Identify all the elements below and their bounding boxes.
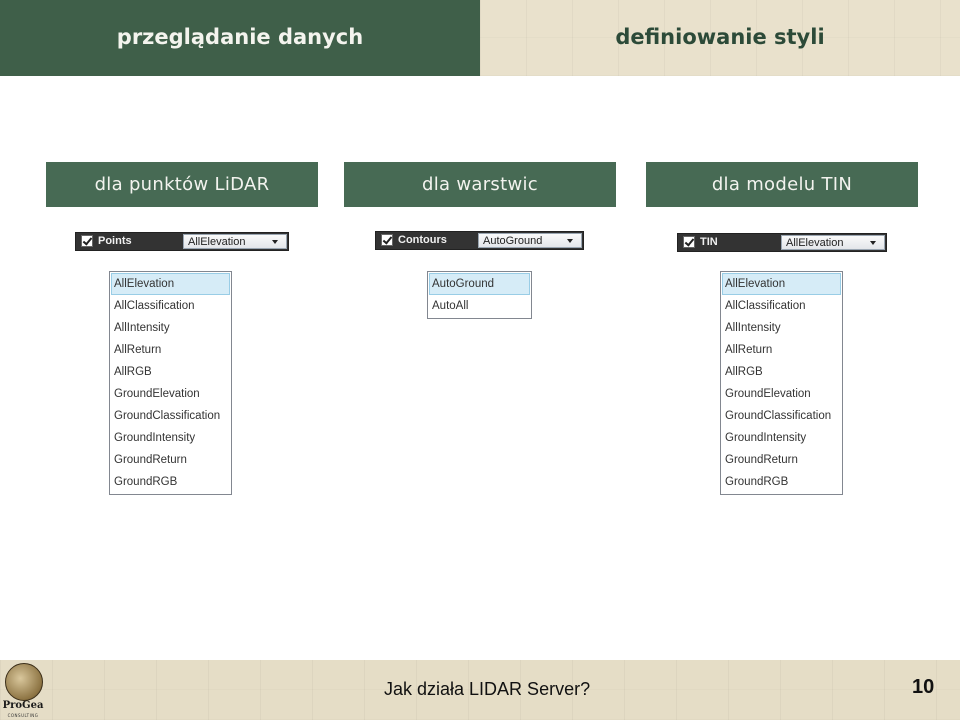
section-header-lidar-points: dla punktów LiDAR (46, 162, 318, 207)
list-item[interactable]: GroundClassification (725, 410, 832, 422)
tin-layer-checkbox[interactable] (683, 236, 695, 248)
tin-layer-toolbar (677, 233, 887, 252)
list-item[interactable]: AllRGB (114, 366, 152, 378)
contours-layer-label: Contours (398, 234, 447, 246)
list-item[interactable]: GroundReturn (114, 454, 187, 466)
list-item[interactable]: AllElevation (111, 273, 230, 295)
points-layer-checkbox[interactable] (81, 235, 93, 247)
points-style-dropdown-value: AllElevation (188, 236, 246, 248)
list-item[interactable]: AllElevation (722, 273, 841, 295)
contours-style-dropdown-value: AutoGround (483, 235, 543, 247)
tab-przegladanie-danych[interactable]: przeglądanie danych (0, 0, 480, 76)
list-item[interactable]: GroundRGB (725, 476, 789, 488)
list-item[interactable]: AllIntensity (114, 322, 170, 334)
contours-style-dropdown[interactable] (478, 233, 582, 248)
list-item[interactable]: AllReturn (725, 344, 773, 356)
chevron-down-icon (272, 240, 278, 244)
list-item[interactable]: GroundElevation (725, 388, 811, 400)
contours-layer-toolbar (375, 231, 584, 250)
top-tab-bar (0, 0, 960, 76)
list-item[interactable]: GroundReturn (725, 454, 798, 466)
list-item[interactable]: AllRGB (725, 366, 763, 378)
chevron-down-icon (567, 239, 573, 243)
chevron-down-icon (870, 241, 876, 245)
list-item[interactable]: AllReturn (114, 344, 162, 356)
list-item[interactable]: GroundClassification (114, 410, 221, 422)
tin-style-dropdown-value: AllElevation (786, 237, 844, 249)
tin-style-list (720, 271, 843, 495)
tab-definiowanie-styli[interactable]: definiowanie styli (480, 0, 960, 76)
logo-text: ProGea (2, 700, 44, 711)
list-item[interactable]: AllClassification (725, 300, 806, 312)
progea-logo (2, 663, 44, 719)
contours-layer-checkbox[interactable] (381, 234, 393, 246)
section-header-contours: dla warstwic (344, 162, 616, 207)
globe-icon (5, 663, 43, 701)
tin-style-dropdown[interactable] (781, 235, 885, 250)
page-number: 10 (912, 676, 935, 698)
points-style-list (109, 271, 232, 495)
points-layer-label: Points (98, 235, 132, 247)
logo-subtext: CONSULTING (7, 713, 39, 718)
list-item[interactable]: GroundElevation (114, 388, 200, 400)
list-item[interactable]: AutoAll (432, 300, 469, 312)
section-header-tin: dla modelu TIN (646, 162, 918, 207)
list-item[interactable]: AllIntensity (725, 322, 781, 334)
points-layer-toolbar (75, 232, 289, 251)
tin-layer-label: TIN (700, 236, 718, 248)
list-item[interactable]: GroundRGB (114, 476, 178, 488)
contours-style-list (427, 271, 532, 319)
list-item[interactable]: AllClassification (114, 300, 195, 312)
list-item[interactable]: AutoGround (429, 273, 530, 295)
list-item[interactable]: GroundIntensity (725, 432, 807, 444)
list-item[interactable]: GroundIntensity (114, 432, 196, 444)
points-style-dropdown[interactable] (183, 234, 287, 249)
footer-title: Jak działa LIDAR Server? (384, 679, 591, 699)
